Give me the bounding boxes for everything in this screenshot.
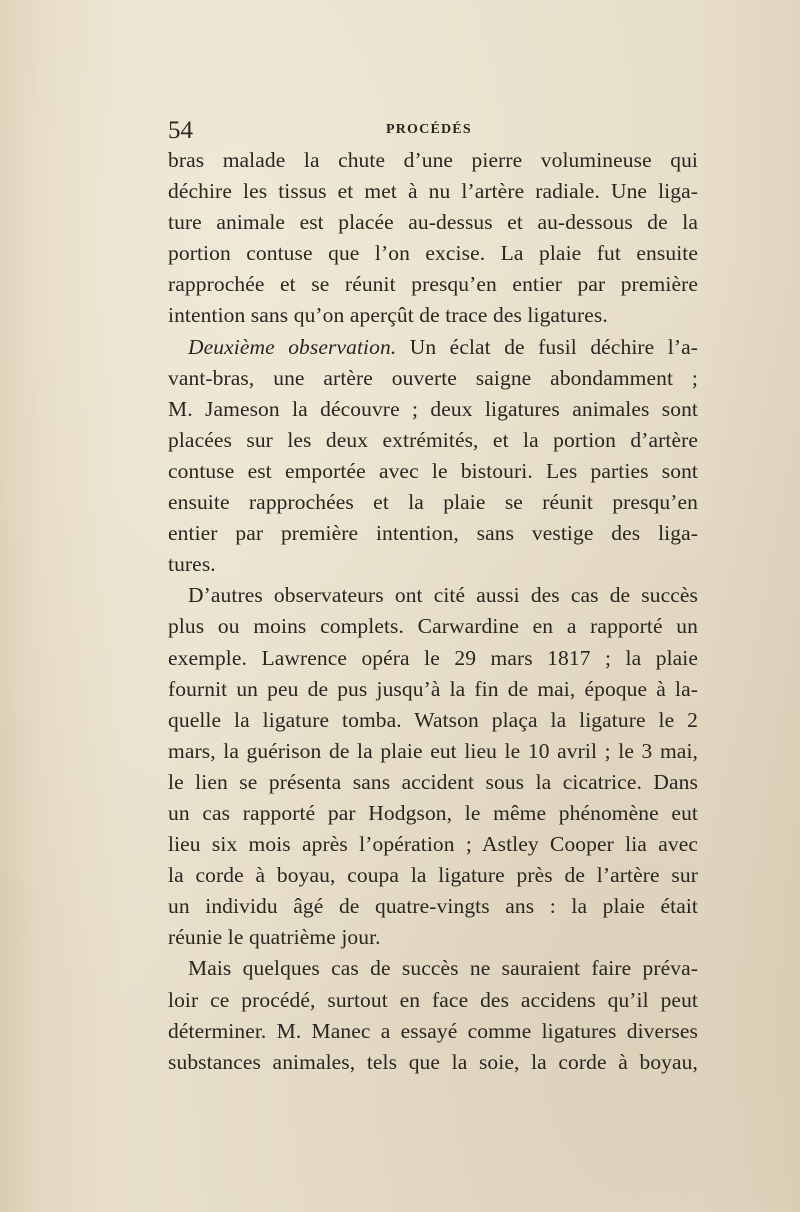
text-line: lieu six mois après l’opération ; Astley Cooper lia avec (168, 832, 698, 857)
text-line: portion contuse que l’on excise. La plaie fut ensuite (168, 241, 698, 266)
text-line: un cas rapporté par Hodgson, le même phénomène eut (168, 800, 698, 825)
text-line: exemple. Lawrence opéra le 29 mars 1817 ; la plaie (168, 645, 698, 670)
text-line: un individu âgé de quatre-vingts ans : la plaie était (168, 894, 698, 919)
page-number: 54 (168, 117, 193, 144)
text-line: mars, la guérison de la plaie eut lieu le 10 avril ; le 3 mai, (168, 738, 698, 763)
text-line: la corde à boyau, coupa la ligature près de l’artère sur (168, 863, 698, 888)
text-line: fournit un peu de pus jusqu’à la fin de mai, époque à la- (168, 676, 698, 701)
text-line: contuse est emportée avec le bistouri. Les parties sont (168, 458, 698, 483)
text-line: bras malade la chute d’une pierre volumineuse qui (168, 148, 698, 172)
text-line: plus ou moins complets. Carwardine en a rapporté un (168, 614, 698, 639)
text-line: rapprochée et se réunit presqu’en entier par première (168, 272, 698, 297)
page-header (168, 116, 698, 146)
text-line: substances animales, tels que la soie, la corde à boyau, (168, 1049, 698, 1074)
text-line: vant-bras, une artère ouverte saigne abondamment ; (168, 365, 698, 390)
text-line: intention sans qu’on aperçût de trace des ligatures. (168, 303, 608, 328)
body-text (168, 145, 698, 1078)
text-line: entier par première intention, sans vestige des liga- (168, 521, 698, 546)
text-line: déterminer. M. Manec a essayé comme ligatures diverses (168, 1018, 698, 1043)
text-line: M. Jameson la découvre ; deux ligatures animales sont (168, 396, 698, 421)
text-line: placées sur les deux extrémités, et la portion d’artère (168, 427, 698, 452)
text-line: ensuite rapprochées et la plaie se réunit presqu’en (168, 490, 698, 515)
text-line: tures. (168, 552, 216, 577)
text-line: loir ce procédé, surtout en face des accidens qu’il peut (168, 987, 698, 1012)
text-line: Mais quelques cas de succès ne sauraient faire préva- (188, 956, 698, 981)
text-line: réunie le quatrième jour. (168, 925, 381, 950)
text-line: quelle la ligature tomba. Watson plaça la ligature le 2 (168, 707, 698, 732)
text-line: le lien se présenta sans accident sous la cicatrice. Dans (168, 769, 698, 794)
text-line: déchire les tissus et met à nu l’artère radiale. Une liga- (168, 179, 698, 204)
text-line: ture animale est placée au-dessus et au-dessous de la (168, 210, 698, 235)
italic-heading: Deuxième observation. (188, 334, 397, 359)
text-line: Deuxième observation. Un éclat de fusil déchire l’a- (188, 334, 698, 359)
text-line: D’autres observateurs ont cité aussi des cas de succès (188, 583, 698, 608)
running-head: PROCÉDÉS (386, 122, 472, 137)
